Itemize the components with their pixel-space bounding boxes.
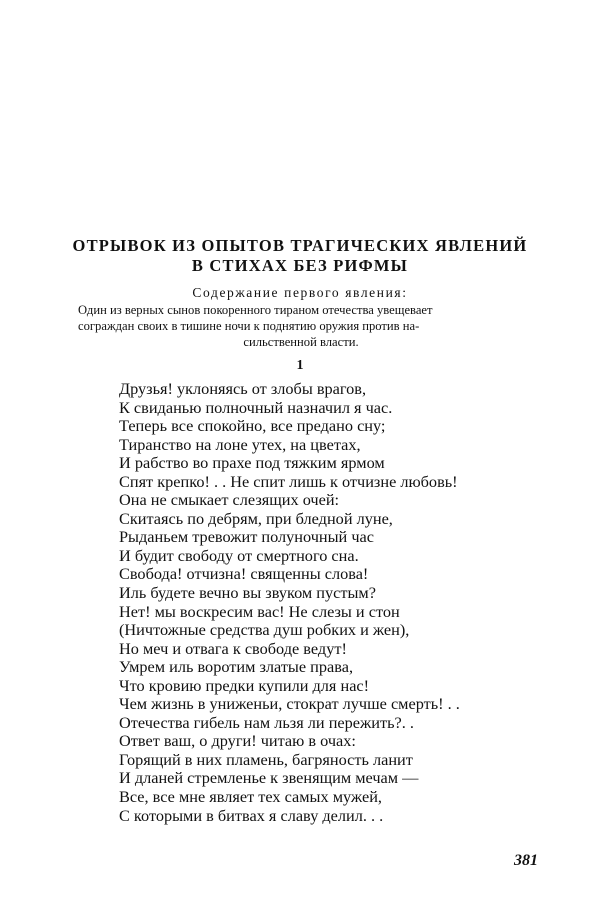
summary-line: сильственной власти. xyxy=(243,335,359,349)
poem-line: Спят крепко! . . Не спит лишь к отчизне любовь! xyxy=(119,471,458,491)
poem-line: Горящий в них пламень, багряность ланит xyxy=(119,749,413,769)
page-number: 381 xyxy=(514,852,538,869)
title-line-1: ОТРЫВОК ИЗ ОПЫТОВ ТРАГИЧЕСКИХ ЯВЛЕНИЙ xyxy=(72,236,528,255)
poem-line: С которыми в битвах я славу делил. . . xyxy=(119,805,384,825)
poem-line: К свиданью полночный назначил я час. xyxy=(119,397,393,417)
poem-line: Умрем иль воротим златые права, xyxy=(119,657,354,677)
poem-line: И будит свободу от смертного сна. xyxy=(119,545,359,565)
title-line-2: В СТИХАХ БЕЗ РИФМЫ xyxy=(191,256,409,275)
poem-line: Рыданьем тревожит полуночный час xyxy=(119,527,374,547)
section-number: 1 xyxy=(296,358,304,373)
summary-line: сограждан своих в тишине ночи к поднятию оружия против на- xyxy=(78,319,420,333)
poem-line: Тиранство на лоне утех, на цветах, xyxy=(119,434,361,454)
poem-line: Иль будете вечно вы звуком пустым? xyxy=(119,583,376,603)
poem-line: Что кровию предки купили для нас! xyxy=(119,675,370,695)
poem-line: Но меч и отвага к свободе ведут! xyxy=(119,638,347,658)
poem-line: Отечества гибель нам льзя ли пережить?. . xyxy=(119,712,414,732)
poem-line: Все, все мне являет тех самых мужей, xyxy=(119,787,382,807)
poem-line: Нет! мы воскресим вас! Не слезы и стон xyxy=(119,601,400,621)
poem-line: Чем жизнь в униженьи, стократ лучше смерть! . . xyxy=(119,694,460,714)
poem-line: (Ничтожные средства душ робких и жен), xyxy=(119,620,410,640)
poem-line: И дланей стремленье к звенящим мечам — xyxy=(119,768,419,788)
summary-line: Один из верных сынов покоренного тираном отечества увещевает xyxy=(78,303,433,317)
poem-line: Она не смыкает слезящих очей: xyxy=(119,490,340,510)
poem-line: Друзья! уклоняясь от злобы врагов, xyxy=(119,379,367,398)
poem-line: Свобода! отчизна! священны слова! xyxy=(119,564,369,584)
poem-text xyxy=(119,380,559,825)
poem-line: Ответ ваш, о други! читаю в очах: xyxy=(119,731,356,751)
summary-heading: Содержание первого явления: xyxy=(192,285,408,300)
poem-line: И рабство во прахе под тяжким ярмом xyxy=(119,453,385,473)
summary-text xyxy=(78,302,524,350)
poem-line: Скитаясь по дебрям, при бледной луне, xyxy=(119,508,393,528)
poem-line: Теперь все спокойно, все предано сну; xyxy=(119,416,386,436)
